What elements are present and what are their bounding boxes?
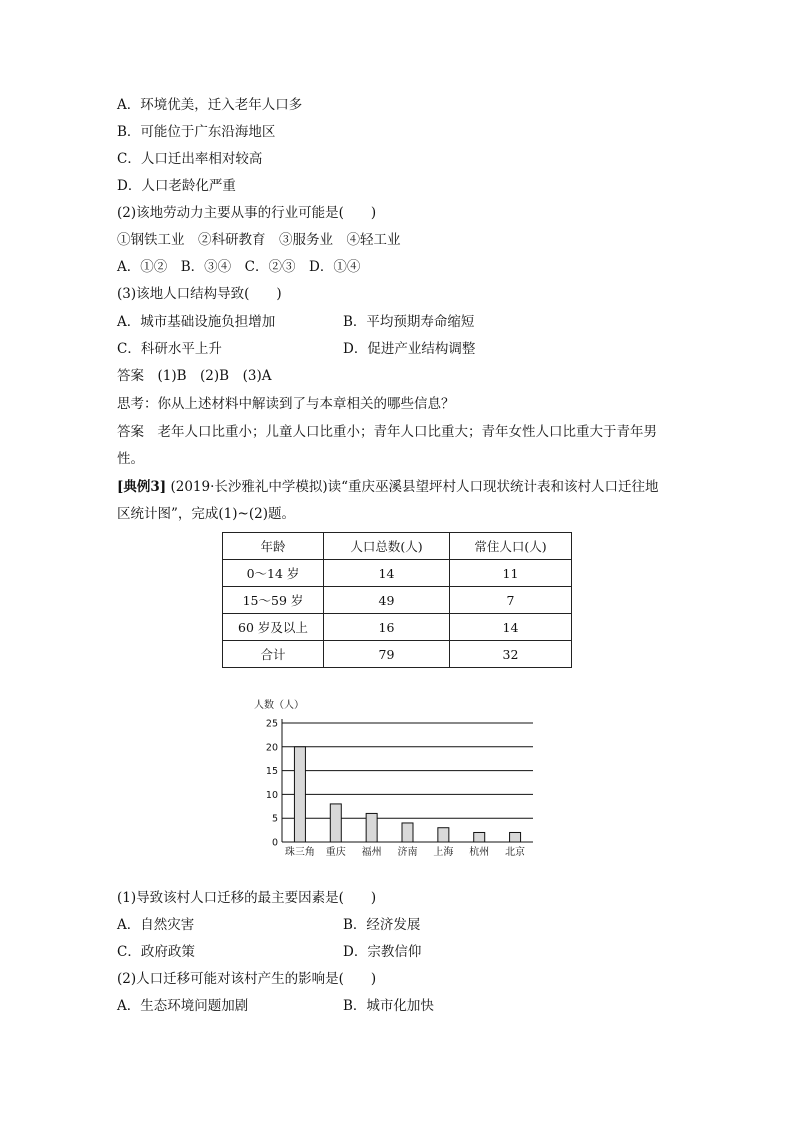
table-cell: 11 <box>450 560 572 587</box>
question-3-stem: (3)该地人口结构导致( ) <box>117 286 282 302</box>
table-cell: 49 <box>324 587 450 614</box>
y-tick-label: 5 <box>271 813 278 825</box>
table-cell: 60 岁及以上 <box>223 614 324 641</box>
example-source: (2019·长沙雅礼中学模拟)读“重庆巫溪县望坪村人口现状统计表和该村人口迁往地 <box>170 479 659 495</box>
table-row <box>223 560 572 587</box>
bar <box>294 747 305 842</box>
migration-bar-chart <box>250 695 550 865</box>
table-row <box>223 587 572 614</box>
x-tick-label: 杭州 <box>469 847 490 858</box>
x-tick-label: 上海 <box>433 847 454 858</box>
answer-1: 答案 (1)B (2)B (3)A <box>117 368 272 384</box>
y-tick-label: 0 <box>271 837 278 849</box>
y-tick-label: 25 <box>265 718 278 730</box>
question-3-option-a: A．城市基础设施负担增加 <box>117 314 276 330</box>
x-tick-label: 北京 <box>505 847 526 858</box>
y-axis-label: 人数（人） <box>254 700 304 711</box>
y-tick-label: 10 <box>265 789 278 801</box>
x-tick-label: 福州 <box>361 847 382 858</box>
option-b: B．可能位于广东沿海地区 <box>117 124 276 140</box>
option-d: D．人口老龄化严重 <box>117 178 236 194</box>
x-tick-label: 重庆 <box>325 847 346 858</box>
bar <box>366 813 377 842</box>
y-tick-label: 20 <box>265 742 278 754</box>
sub-question-2-option-a: A．生态环境问题加剧 <box>117 998 249 1014</box>
table-header-age: 年龄 <box>223 533 324 560</box>
bar <box>474 832 485 842</box>
think-prompt: 思考：你从上述材料中解读到了与本章相关的哪些信息？ <box>117 396 455 412</box>
x-tick-label: 珠三角 <box>284 847 315 858</box>
question-2-items: ①钢铁工业 ②科研教育 ③服务业 ④轻工业 <box>117 232 401 248</box>
answer-2-line-1: 答案 老年人口比重小；儿童人口比重小；青年人口比重大；青年女性人口比重大于青年男 <box>117 424 657 440</box>
table-row <box>223 614 572 641</box>
table-cell: 32 <box>450 641 572 668</box>
table-header-resident: 常住人口(人) <box>450 533 572 560</box>
table-header-total: 人口总数(人) <box>324 533 450 560</box>
sub-question-1-option-b: B．经济发展 <box>343 917 421 933</box>
question-2-stem: (2)该地劳动力主要从事的行业可能是( ) <box>117 205 377 221</box>
bar <box>330 804 341 842</box>
bar <box>510 832 521 842</box>
table-cell: 14 <box>450 614 572 641</box>
option-c: C．人口迁出率相对较高 <box>117 151 263 167</box>
question-3-option-b: B．平均预期寿命缩短 <box>343 314 475 330</box>
bar <box>402 823 413 842</box>
sub-question-1-option-a: A．自然灾害 <box>117 917 195 933</box>
table-cell: 7 <box>450 587 572 614</box>
y-tick-label: 15 <box>265 766 278 778</box>
example-tag: [典例3] <box>117 479 167 495</box>
question-3-option-c: C．科研水平上升 <box>117 341 222 357</box>
sub-question-2-option-b: B．城市化加快 <box>343 998 434 1014</box>
table-cell: 16 <box>324 614 450 641</box>
x-tick-label: 济南 <box>397 847 418 858</box>
answer-2-line-2: 性。 <box>117 451 144 467</box>
table-cell: 15～59 岁 <box>223 587 324 614</box>
question-3-option-d: D．促进产业结构调整 <box>343 341 476 357</box>
table-cell: 合计 <box>223 641 324 668</box>
table-cell: 0～14 岁 <box>223 560 324 587</box>
question-2-options: A．①② B．③④ C．②③ D．①④ <box>117 259 361 275</box>
table-cell: 79 <box>324 641 450 668</box>
sub-question-1-option-d: D．宗教信仰 <box>343 944 422 960</box>
sub-question-1-stem: (1)导致该村人口迁移的最主要因素是( ) <box>117 890 377 906</box>
example-line-1 <box>117 478 659 496</box>
table-row <box>223 641 572 668</box>
option-a: A．环境优美，迁入老年人口多 <box>117 97 303 113</box>
population-table <box>222 532 572 668</box>
sub-question-1-option-c: C．政府政策 <box>117 944 195 960</box>
table-cell: 14 <box>324 560 450 587</box>
bar <box>438 828 449 842</box>
table-header-row <box>223 533 572 560</box>
sub-question-2-stem: (2)人口迁移可能对该村产生的影响是( ) <box>117 971 377 987</box>
example-line-2: 区统计图”，完成(1)~(2)题。 <box>117 506 295 522</box>
